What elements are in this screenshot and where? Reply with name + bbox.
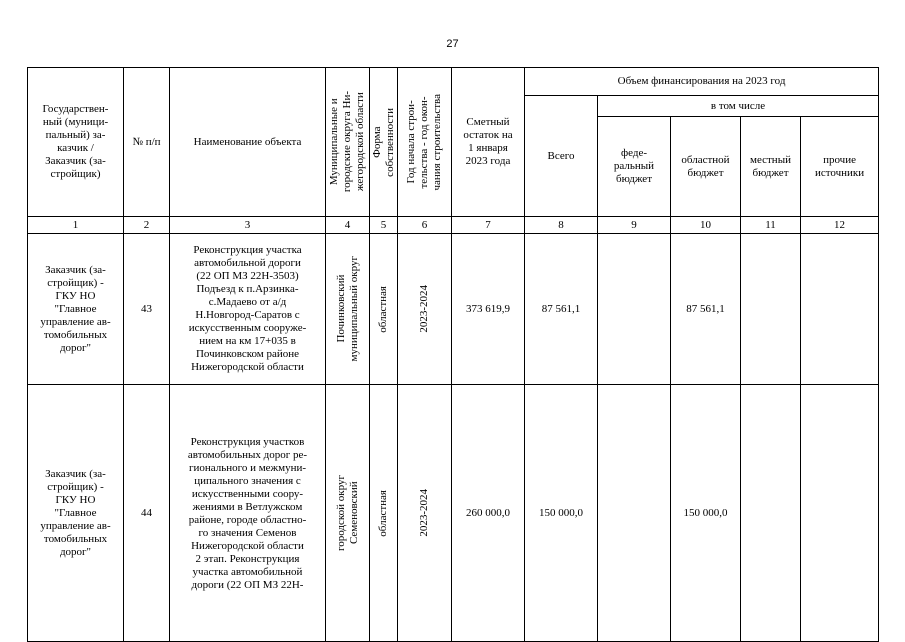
column-number: 6 [398, 217, 452, 234]
row-years: 2023-2024 [398, 385, 452, 642]
row-customer: Заказчик (за- стройщик) - ГКУ НО "Главное управление ав- томобильных дорог" [28, 234, 124, 385]
header-object-name: Наименование объекта [170, 68, 326, 217]
financing-table [27, 67, 879, 642]
row-ownership: областная [370, 234, 398, 385]
row-number: 43 [124, 234, 170, 385]
row-other [801, 234, 879, 385]
row-district: городской округ Семеновский [326, 385, 370, 642]
row-federal [598, 385, 671, 642]
header-customer: Государствен- ный (муници- пальный) за- казчик / Заказчик (за- стройщик) [28, 68, 124, 217]
column-number: 3 [170, 217, 326, 234]
column-number: 9 [598, 217, 671, 234]
table-row [28, 234, 879, 385]
column-number: 10 [671, 217, 741, 234]
column-number: 4 [326, 217, 370, 234]
header-other: прочие источники [801, 117, 879, 217]
header-regional: областной бюджет [671, 117, 741, 217]
row-district: Починковский муниципальный округ [326, 234, 370, 385]
row-local [741, 234, 801, 385]
header-local: местный бюджет [741, 117, 801, 217]
column-number: 11 [741, 217, 801, 234]
header-federal: феде- ральный бюджет [598, 117, 671, 217]
row-customer: Заказчик (за- стройщик) - ГКУ НО "Главное управление ав- томобильных дорог" [28, 385, 124, 642]
column-number: 5 [370, 217, 398, 234]
row-ownership: областная [370, 385, 398, 642]
column-numbers-row [28, 217, 879, 234]
table-row [28, 385, 879, 642]
row-years: 2023-2024 [398, 234, 452, 385]
column-number: 7 [452, 217, 525, 234]
header-years: Год начала строи- тельства - год окон- чания строительства [398, 68, 452, 217]
row-estimate: 260 000,0 [452, 385, 525, 642]
row-regional: 87 561,1 [671, 234, 741, 385]
row-number: 44 [124, 385, 170, 642]
header-financing: Объем финансирования на 2023 год [525, 68, 879, 96]
column-number: 8 [525, 217, 598, 234]
row-total: 150 000,0 [525, 385, 598, 642]
column-number: 2 [124, 217, 170, 234]
header-number: № п/п [124, 68, 170, 217]
row-estimate: 373 619,9 [452, 234, 525, 385]
row-object-name: Реконструкция участков автомобильных дорог ре- гионального и межмуни- ципального значения с искусственными соору- жениями в Ветлужском районе, городе областно- го значения Семенов Нижегородской области 2 этап. Реконструкция участка автомобильной дороги (22 ОП МЗ 22Н- [170, 385, 326, 642]
header-total: Всего [525, 96, 598, 217]
column-number: 12 [801, 217, 879, 234]
page-number: 27 [446, 38, 459, 50]
row-regional: 150 000,0 [671, 385, 741, 642]
column-number: 1 [28, 217, 124, 234]
row-total: 87 561,1 [525, 234, 598, 385]
header-ownership: Форма собственности [370, 68, 398, 217]
row-federal [598, 234, 671, 385]
header-district: Муниципальные и городские округа Ни- жегородской области [326, 68, 370, 217]
row-other [801, 385, 879, 642]
header-estimate: Сметный остаток на 1 января 2023 года [452, 68, 525, 217]
row-object-name: Реконструкция участка автомобильной дороги (22 ОП МЗ 22Н-3503) Подъезд к п.Арзинка- с.Мадаево от а/д Н.Новгород-Саратов с искусственным сооруже- нием на км 17+035 в Починковском районе Нижегородской области [170, 234, 326, 385]
row-local [741, 385, 801, 642]
header-including: в том числе [598, 96, 879, 117]
